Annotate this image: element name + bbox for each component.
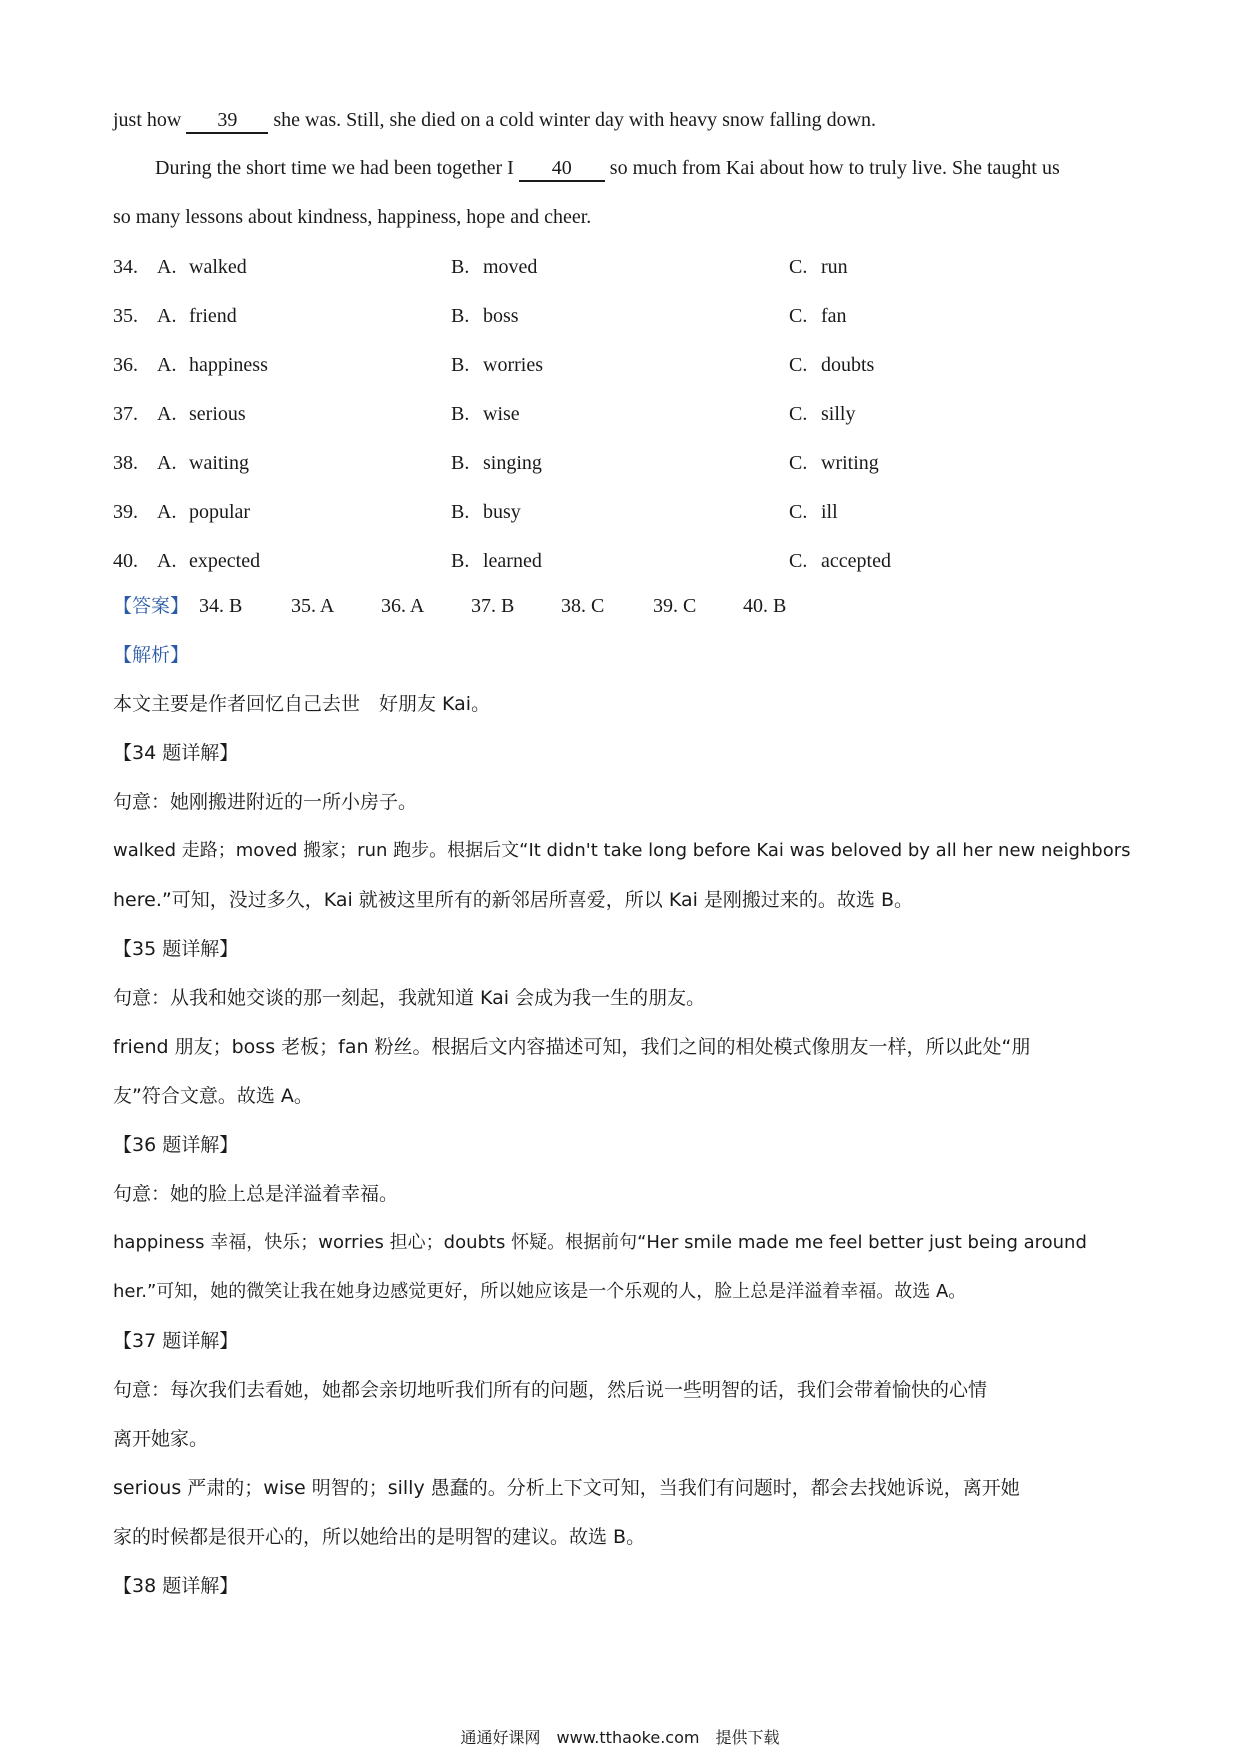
question-number: 38. <box>113 452 138 474</box>
option-b-label: B. <box>451 354 470 376</box>
option-a-text: happiness <box>189 354 268 376</box>
option-row <box>113 500 1013 524</box>
q37-title: 【37 题详解】 <box>113 1330 239 1352</box>
option-b-text: busy <box>483 501 521 523</box>
option-c-label: C. <box>789 256 808 278</box>
q36-meaning: 句意：她的脸上总是洋溢着幸福。 <box>113 1183 399 1205</box>
q36-title: 【36 题详解】 <box>113 1134 239 1156</box>
option-a-text: waiting <box>189 452 249 474</box>
page-footer: 通通好课网 www.tthaoke.com 提供下载 <box>460 1728 780 1747</box>
passage-text: she was. Still, she died on a cold winter day with heavy snow falling down. <box>268 109 877 131</box>
q34-meaning: 句意：她刚搬进附近的一所小房子。 <box>113 791 418 813</box>
option-c-label: C. <box>789 452 808 474</box>
analysis-summary: 本文主要是作者回忆自己去世 好朋友 Kai。 <box>113 693 491 715</box>
option-b-text: boss <box>483 305 519 327</box>
option-b-text: learned <box>483 550 542 572</box>
option-a-text: walked <box>189 256 247 278</box>
passage-line-3: so many lessons about kindness, happiness, hope and cheer. <box>113 206 592 228</box>
passage-line-1 <box>113 108 876 134</box>
option-b-label: B. <box>451 550 470 572</box>
option-a-text: friend <box>189 305 237 327</box>
option-row <box>113 451 1013 475</box>
question-number: 34. <box>113 256 138 278</box>
question-number: 39. <box>113 501 138 523</box>
q37-explanation-2: 家的时候都是很开心的，所以她给出的是明智的建议。故选 B。 <box>113 1526 646 1548</box>
q35-title: 【35 题详解】 <box>113 938 239 960</box>
option-c-text: accepted <box>821 550 891 572</box>
q37-meaning-1: 句意：每次我们去看她，她都会亲切地听我们所有的问题，然后说一些明智的话，我们会带着愉快的心情 <box>113 1379 988 1401</box>
option-c-label: C. <box>789 354 808 376</box>
option-b-label: B. <box>451 305 470 327</box>
option-row <box>113 549 1013 573</box>
q36-explanation-2: her.”可知，她的微笑让我在她身边感觉更好，所以她应该是一个乐观的人，脸上总是洋溢着幸福。故选 A。 <box>113 1281 967 1302</box>
answer-item: 37. B <box>471 595 515 617</box>
option-a-label: A. <box>157 354 177 376</box>
answer-row <box>113 594 1013 618</box>
option-c-text: fan <box>821 305 847 327</box>
passage-text: so much from Kai about how to truly live. She taught us <box>604 157 1060 179</box>
option-a-label: A. <box>157 305 177 327</box>
option-a-label: A. <box>157 452 177 474</box>
blank-40: 40 <box>519 156 605 182</box>
q34-explanation-1: walked 走路；moved 搬家；run 跑步。根据后文“It didn't take long before Kai was beloved by all her new neighbors <box>113 840 1131 861</box>
analysis-label: 【解析】 <box>113 644 190 666</box>
option-a-label: A. <box>157 501 177 523</box>
option-a-label: A. <box>157 403 177 425</box>
q35-explanation-1: friend 朋友；boss 老板；fan 粉丝。根据后文内容描述可知，我们之间的相处模式像朋友一样，所以此处“朋 <box>113 1036 1031 1058</box>
passage-line-2 <box>155 156 1060 182</box>
option-a-text: expected <box>189 550 261 572</box>
option-c-label: C. <box>789 501 808 523</box>
option-a-label: A. <box>157 256 177 278</box>
option-c-text: writing <box>821 452 879 474</box>
q36-explanation-1: happiness 幸福，快乐；worries 担心；doubts 怀疑。根据前句“Her smile made me feel better just being around <box>113 1232 1087 1253</box>
answer-item: 38. C <box>561 595 605 617</box>
answer-item: 35. A <box>291 595 335 617</box>
q34-title: 【34 题详解】 <box>113 742 239 764</box>
option-b-label: B. <box>451 452 470 474</box>
option-a-label: A. <box>157 550 177 572</box>
option-c-text: ill <box>821 501 838 523</box>
q37-meaning-2: 离开她家。 <box>113 1428 209 1450</box>
option-a-text: popular <box>189 501 251 523</box>
answer-label: 【答案】 <box>113 595 190 617</box>
option-b-label: B. <box>451 501 470 523</box>
option-c-label: C. <box>789 305 808 327</box>
answer-item: 36. A <box>381 595 425 617</box>
q34-explanation-2: here.”可知，没过多久，Kai 就被这里所有的新邻居所喜爱，所以 Kai 是刚搬过来的。故选 B。 <box>113 889 913 911</box>
option-b-text: wise <box>483 403 520 425</box>
passage-text: just how <box>113 109 187 131</box>
answer-item: 40. B <box>743 595 787 617</box>
option-c-text: run <box>821 256 848 278</box>
option-row <box>113 304 1013 328</box>
option-c-label: C. <box>789 550 808 572</box>
q35-explanation-2: 友”符合文意。故选 A。 <box>113 1085 313 1107</box>
option-b-label: B. <box>451 256 470 278</box>
option-c-text: silly <box>821 403 856 425</box>
question-number: 36. <box>113 354 138 376</box>
q35-meaning: 句意：从我和她交谈的那一刻起，我就知道 Kai 会成为我一生的朋友。 <box>113 987 706 1009</box>
option-b-text: worries <box>483 354 543 376</box>
option-row <box>113 402 1013 426</box>
q38-title: 【38 题详解】 <box>113 1575 239 1597</box>
question-number: 40. <box>113 550 138 572</box>
answer-item: 34. B <box>199 595 243 617</box>
option-b-label: B. <box>451 403 470 425</box>
question-number: 35. <box>113 305 138 327</box>
option-a-text: serious <box>189 403 246 425</box>
option-b-text: moved <box>483 256 538 278</box>
option-b-text: singing <box>483 452 542 474</box>
passage-text: During the short time we had been together I <box>155 157 519 179</box>
option-row <box>113 255 1013 279</box>
option-c-label: C. <box>789 403 808 425</box>
q37-explanation-1: serious 严肃的；wise 明智的；silly 愚蠢的。分析上下文可知，当我们有问题时，都会去找她诉说，离开她 <box>113 1477 1020 1499</box>
blank-39: 39 <box>186 108 268 134</box>
option-c-text: doubts <box>821 354 875 376</box>
option-row <box>113 353 1013 377</box>
question-number: 37. <box>113 403 138 425</box>
answer-item: 39. C <box>653 595 697 617</box>
